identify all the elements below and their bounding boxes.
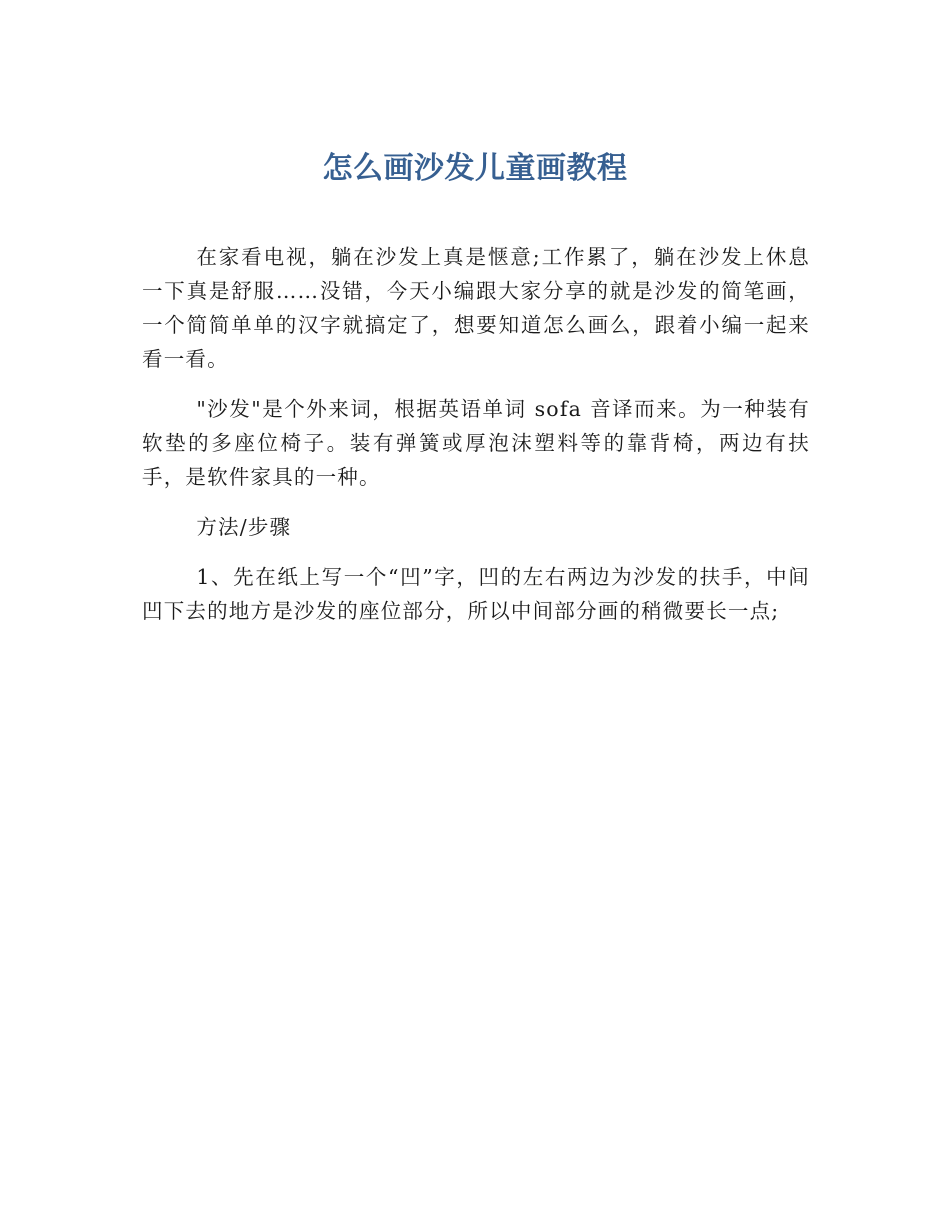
steps-heading: 方法/步骤: [196, 515, 292, 539]
step-1-paragraph: 1、先在纸上写一个“凹”字，凹的左右两边为沙发的扶手，中间凹下去的地方是沙发的座位部分，所以中间部分画的稍微要长一点;: [142, 565, 810, 623]
document-body: [142, 240, 810, 644]
intro-paragraph: 在家看电视，躺在沙发上真是惬意;工作累了，躺在沙发上休息一下真是舒服……没错，今天小编跟大家分享的就是沙发的简笔画，一个简简单单的汉字就搞定了，想要知道怎么画么，跟着小编一起来看一看。: [142, 245, 810, 371]
document-title: 怎么画沙发儿童画教程: [322, 151, 628, 186]
definition-paragraph: "沙发"是个外来词，根据英语单词 sofa 音译而来。为一种装有软垫的多座位椅子。装有弹簧或厚泡沫塑料等的靠背椅，两边有扶手，是软件家具的一种。: [142, 397, 810, 489]
